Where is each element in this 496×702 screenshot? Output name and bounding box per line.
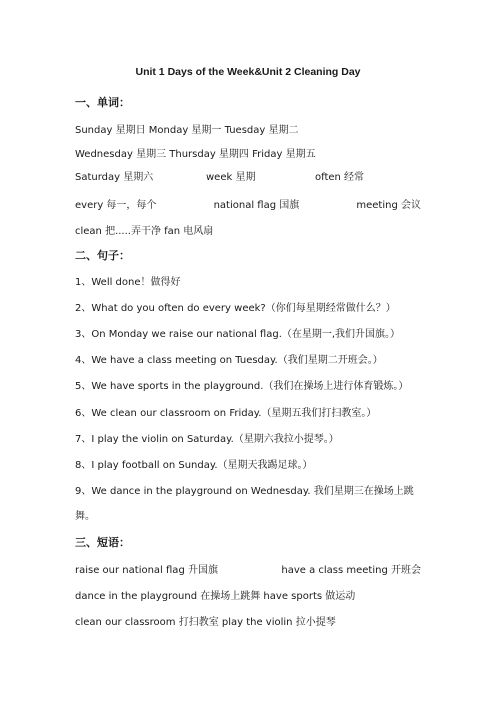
vocab-meeting: meeting 会议: [356, 200, 421, 211]
vocab-line-4: [75, 196, 421, 211]
sentence-4: 4、We have a class meeting on Tuesday.（我们星期二开班会。）: [75, 355, 383, 366]
sentence-3: 3、On Monday we raise our national flag.（在星期一,我们升国旗。）: [75, 329, 401, 340]
sentence-6: 6、We clean our classroom on Friday.（星期五我们打扫教室。）: [75, 408, 377, 419]
sentence-9: 9、We dance in the playground on Wednesday. 我们星期三在操场上跳: [75, 486, 414, 497]
sentence-5: 5、We have sports in the playground.（我们在操场上进行体育锻炼。）: [75, 381, 409, 392]
phrase-raise-flag: raise our national flag 升国旗: [75, 565, 218, 576]
vocab-week: week 星期: [206, 172, 256, 183]
vocab-often: often 经常: [315, 172, 365, 183]
vocab-line-5: clean 把.....弄干净 fan 电风扇: [75, 226, 214, 237]
sentence-1: 1、Well done！做得好: [75, 277, 181, 288]
section-heading-sentences: 二、句子：: [75, 249, 130, 262]
section-heading-phrases: 三、短语：: [75, 536, 130, 549]
sentence-7: 7、I play the violin on Saturday.（星期六我拉小提琴。）: [75, 434, 339, 445]
vocab-every: every 每一，每个: [75, 200, 157, 211]
sentence-8: 8、I play football on Sunday.（星期天我踢足球。）: [75, 460, 313, 471]
sentence-2: 2、What do you often do every week?（你们每星期经常做什么？）: [75, 303, 396, 314]
phrase-line-3: clean our classroom 打扫教室 play the violin 拉小提琴: [75, 617, 336, 628]
section-heading-vocabulary: 一、单词：: [75, 96, 130, 109]
vocab-line-1: Sunday 星期日 Monday 星期一 Tuesday 星期二: [75, 125, 299, 136]
vocab-line-3: [75, 168, 365, 183]
document-title: Unit 1 Days of the Week&Unit 2 Cleaning Day: [135, 66, 361, 78]
vocab-line-2: Wednesday 星期三 Thursday 星期四 Friday 星期五: [75, 149, 316, 160]
phrase-line-2: dance in the playground 在操场上跳舞 have sports 做运动: [75, 591, 356, 602]
vocab-saturday: Saturday 星期六: [75, 172, 154, 183]
vocab-national-flag: national flag 国旗: [213, 200, 300, 211]
sentence-9-continued: 舞。: [75, 511, 95, 522]
phrase-class-meeting: have a class meeting 开班会: [281, 565, 421, 576]
phrase-line-1: [75, 561, 421, 576]
